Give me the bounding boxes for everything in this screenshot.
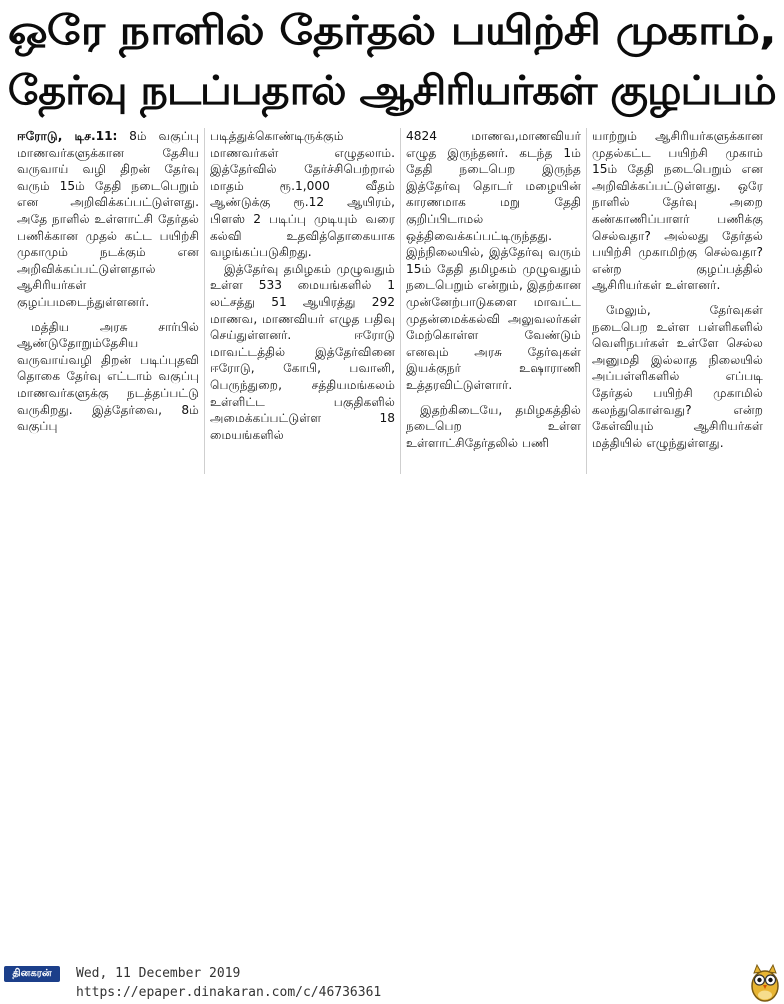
source-info [76,964,381,1002]
article-paragraph: மத்திய அரசு சார்பில் ஆண்டுதோறும்தேசிய வருவாய்வழி திறன் படிப்புதவி தொகை தேர்வு எட்டாம் வகுப்பு மாணவர்களுக்கு நடத்தப்பட்டு வருகிறது. இத்தேர்வை, 8ம் வகுப்பு [17,319,199,434]
publication-date: Wed, 11 December 2019 [76,966,241,981]
headline-line-2: தேர்வு நடப்பதால் ஆசிரியர்கள் குழப்பம் [8,68,776,114]
footer [0,478,784,1000]
source-url[interactable]: https://epaper.dinakaran.com/c/46736361 [76,985,382,1000]
article-column-3 [400,128,586,474]
article-paragraph: யாற்றும் ஆசிரியர்களுக்கான முதல்கட்ட பயிற்சி முகாம் 15ம் தேதி நடைபெறும் என அறிவிக்கப்பட்டுள்ளது. ஒரே நாளில் தேர்வு அறை கண்காணிப்பாளர் பணிக்கு செல்வதா? அல்லது தேர்தல் பயிற்சி முகாமிற்கு செல்வதா? என்ற குழப்பத்தில் ஆசிரியர்கள் உள்ளனர். [592,129,763,293]
paragraph-text: 8ம் வகுப்பு மாணவர்களுக்கான தேசிய வருவாய் வழி திறன் தேர்வு வரும் 15ம் தேதி நடைபெறும் என அறிவிக்கப்பட்டுள்ளது. அதே நாளில் உள்ளாட்சி தேர்தல் பணிக்கான முதல் கட்ட பயிற்சி முகாமும் நடக்கும் என அறிவிக்கப்பட்டுள்ளதால் ஆசிரியர்கள் குழப்பமடைந்துள்ளனர். [17,129,200,309]
article-paragraph [17,128,199,311]
article-column-4 [586,128,768,474]
article-column-1 [12,128,204,474]
article-body [12,128,768,474]
owl-mascot-icon [748,962,782,1004]
article-paragraph: மேலும், தேர்வுகள் நடைபெற உள்ள பள்ளிகளில் வெளிநபர்கள் உள்ளே செல்ல அனுமதி இல்லாத நிலையில் அப்பள்ளிகளில் எப்படி தேர்தல் பயிற்சி முகாமில் கலந்துகொள்வது? என்ற கேள்வியும் ஆசிரியர்கள் மத்தியில் எழுந்துள்ளது. [592,302,763,450]
article-paragraph: இத்தேர்வு தமிழகம் முழுவதும் உள்ள 533 மையங்களில் 1 லட்சத்து 51 ஆயிரத்து 292 மாணவ, மாணவியர் எழுத பதிவு செய்துள்ளனர். ஈரோடு மாவட்டத்தில் இத்தேர்வினை ஈரோடு, கோபி, பவானி, பெருந்துறை, சத்தியமங்கலம் உள்ளிட்ட பகுதிகளில் அமைக்கப்பட்டுள்ள 18 மையங்களில் [210,261,395,442]
article-paragraph: 4824 மாணவ,மாணவியர் எழுத இருந்தனர். கடந்த 1ம் தேதி நடைபெற இருந்த இத்தேர்வு தொடர் மழையின் காரணமாக மறு தேதி குறிப்பிடாமல் ஒத்திவைக்கப்பட்டிருந்தது. இந்நிலையில், இத்தேர்வு வரும் 15ம் தேதி தமிழகம் முழுவதும் நடைபெறும் என்றும், இதற்கான முன்னேற்பாடுகளை மாவட்ட முதன்மைக்கல்வி அலுவலர்கள் மேற்கொள்ள வேண்டும் எனவும் அரசு தேர்வுகள் இயக்குநர் உஷாராணி உத்தரவிட்டுள்ளார். [406,129,581,392]
article-paragraph: இதற்கிடையே, தமிழகத்தில் நடைபெற உள்ள உள்ளாட்சிதேர்தலில் பணி [406,402,581,450]
dateline: ஈரோடு, டிச.11: [17,129,118,143]
headline-line-1: ஒரே நாளில் தேர்தல் பயிற்சி முகாம், [8,8,776,54]
article-paragraph: படித்துக்கொண்டிருக்கும் மாணவர்கள் எழுதலாம். இத்தேர்வில் தேர்ச்சிபெற்றால் மாதம் ரூ.1,000 வீதம் ஆண்டுக்கு ரூ.12 ஆயிரம், பிளஸ் 2 படிப்பு முடியும் வரை கல்வி உதவித்தொகையாக வழங்கப்படுகிறது. [210,129,395,260]
article-column-2 [204,128,400,474]
dinakaran-logo: தினகரன் [4,966,60,982]
